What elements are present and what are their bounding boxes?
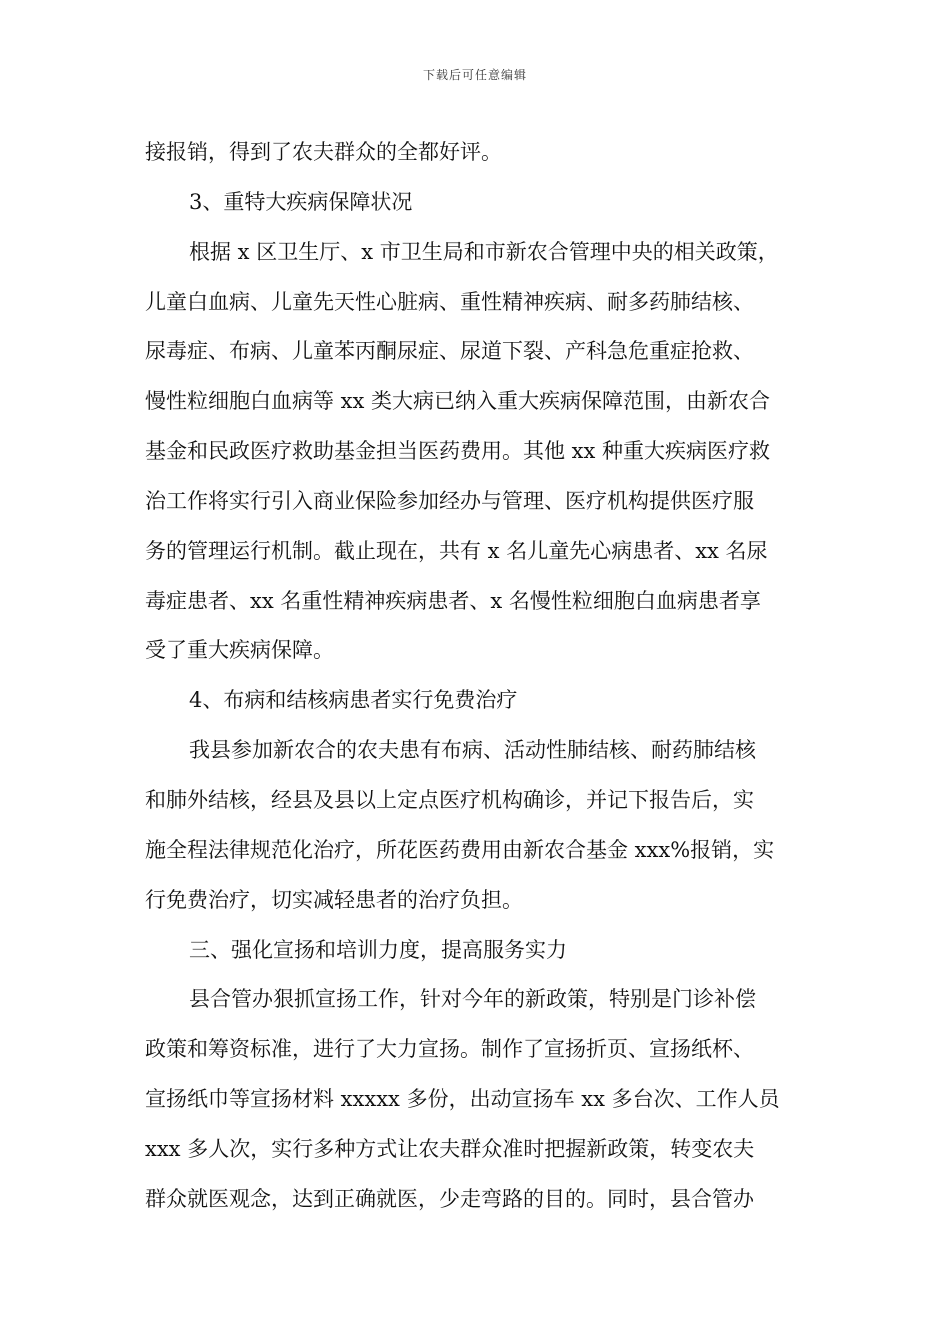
text-line: 和肺外结核，经县及县以上定点医疗机构确诊，并记下报告后，实 [145, 787, 754, 812]
text-line: 三、强化宣扬和培训力度，提高服务实力 [189, 937, 567, 962]
text-line: 根据 x 区卫生厅、x 市卫生局和市新农合管理中央的相关政策， [189, 239, 779, 264]
text-line: 儿童白血病、儿童先天性心脏病、重性精神疾病、耐多药肺结核、 [145, 289, 754, 314]
text-line: 3、重特大疾病保障状况 [189, 189, 413, 214]
text-line: 务的管理运行机制。截止现在，共有 x 名儿童先心病患者、xx 名尿 [145, 538, 768, 563]
text-line: 毒症患者、xx 名重性精神疾病患者、x 名慢性粒细胞白血病患者享 [145, 588, 761, 613]
text-line: 尿毒症、布病、儿童苯丙酮尿症、尿道下裂、产科急危重症抢救、 [145, 339, 754, 364]
text-line: 基金和民政医疗救助基金担当医药费用。其他 xx 种重大疾病医疗救 [145, 439, 771, 464]
text-line: xxx 多人次，实行多种方式让农夫群众准时把握新政策，转变农夫 [145, 1136, 755, 1161]
text-line: 4、布病和结核病患者实行免费治疗 [189, 688, 518, 713]
text-line: 政策和筹资标准，进行了大力宣扬。制作了宣扬折页、宣扬纸杯、 [145, 1037, 754, 1062]
text-line: 群众就医观念，达到正确就医，少走弯路的目的。同时，县合管办 [145, 1186, 754, 1211]
text-line: 县合管办狠抓宣扬工作，针对今年的新政策，特别是门诊补偿 [189, 987, 756, 1012]
text-line: 治工作将实行引入商业保险参加经办与管理、医疗机构提供医疗服 [145, 488, 754, 513]
text-line: 行免费治疗，切实减轻患者的治疗负担。 [145, 887, 523, 912]
text-line: 受了重大疾病保障。 [145, 638, 334, 663]
document-body [145, 128, 810, 1225]
text-line: 施全程法律规范化治疗，所花医药费用由新农合基金 xxx%报销，实 [145, 837, 775, 862]
text-line: 宣扬纸巾等宣扬材料 xxxxx 多份，出动宣扬车 xx 多台次、工作人员 [145, 1087, 780, 1112]
text-line: 接报销，得到了农夫群众的全都好评。 [145, 140, 502, 164]
text-line: 我县参加新农合的农夫患有布病、活动性肺结核、耐药肺结核 [189, 738, 756, 763]
text-line: 慢性粒细胞白血病等 xx 类大病已纳入重大疾病保障范围，由新农合 [145, 389, 771, 414]
page-header-note: 下载后可任意编辑 [422, 68, 527, 82]
